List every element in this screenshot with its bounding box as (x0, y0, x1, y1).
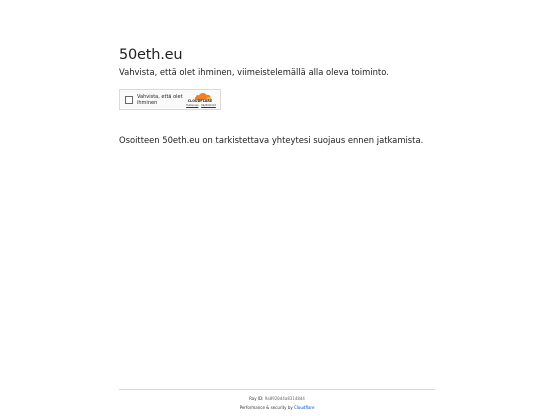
link-separator: · (199, 103, 201, 107)
terms-link[interactable]: Käyttöehdot (201, 103, 216, 107)
human-verification-checkbox[interactable] (125, 96, 133, 104)
checkbox-label: Vahvista, että olet ihminen (137, 94, 183, 106)
privacy-link[interactable]: Tietosuoja (186, 103, 199, 107)
ray-id-value: 9a8920d4a83148d4 (264, 396, 305, 401)
cloudflare-link[interactable]: Cloudflare (294, 405, 315, 410)
cloudflare-wordmark: CLOUDFLARE (187, 99, 213, 103)
security-check-message: Osoitteen 50eth.eu on tarkistettava yhteytesi suojaus ennen jatkamista. (119, 135, 424, 145)
footer-divider (119, 389, 435, 390)
performance-text: Performance & security by (239, 405, 293, 410)
widget-links (186, 104, 216, 107)
main-content (119, 45, 435, 145)
cloudflare-logo (186, 92, 214, 108)
ray-id-line (0, 396, 554, 401)
ray-id-label: Ray ID: (249, 396, 264, 401)
turnstile-widget (119, 89, 221, 110)
page-subtitle: Vahvista, että olet ihminen, viimeistelemällä alla oleva toiminto. (119, 67, 389, 77)
performance-line (0, 405, 554, 410)
page-title: 50eth.eu (119, 47, 183, 63)
